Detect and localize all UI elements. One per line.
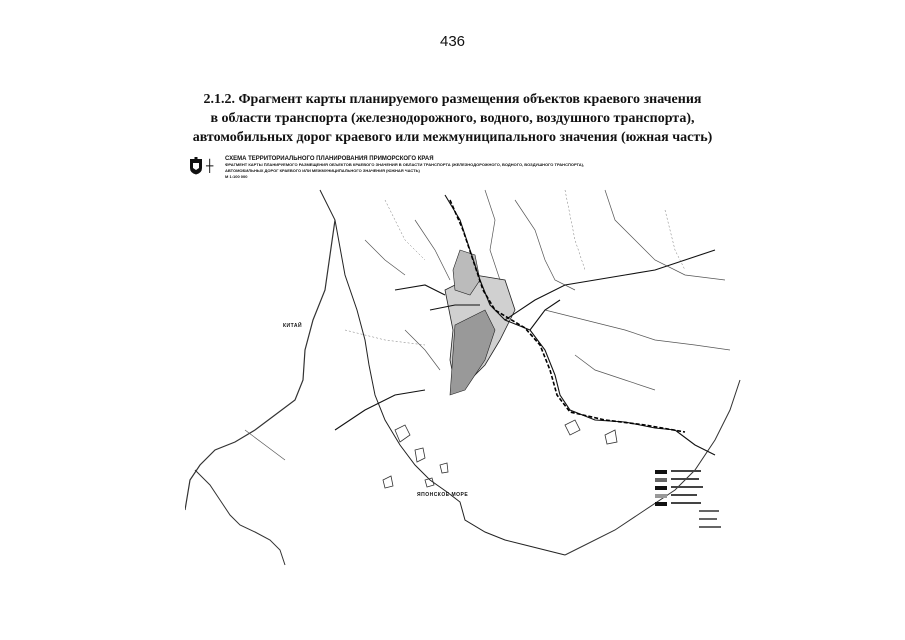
coastline: [320, 190, 565, 555]
map-header-line-2: ФРАГМЕНТ КАРТЫ ПЛАНИРУЕМОГО РАЗМЕЩЕНИЯ ОБЪЕКТОВ КРАЕВОГО ЗНАЧЕНИЯ В ОБЛАСТИ ТРАНСПОРТА (ЖЕЛЕЗНОДОРОЖНОГО, ВОДНОГО, ВОЗДУШНОГО ТРАНСПОРТА),: [225, 162, 585, 167]
islands: [383, 420, 617, 488]
state-border: [185, 220, 335, 510]
map-scale: М 1:100 000: [225, 174, 248, 179]
map-header: [189, 156, 649, 180]
south-coast: [195, 470, 285, 565]
label-sea-of-japan: ЯПОНСКОЕ МОРЕ: [417, 492, 469, 498]
map-header-line-3: АВТОМОБИЛЬНЫХ ДОРОГ КРАЕВОГО ИЛИ МЕЖМУНИЦИПАЛЬНОГО ЗНАЧЕНИЯ (ЮЖНАЯ ЧАСТЬ): [225, 168, 420, 173]
map-header-text: [225, 156, 584, 180]
label-china: КИТАЙ: [283, 323, 303, 329]
admin-boundaries: [345, 190, 685, 345]
figure-title: [150, 90, 755, 147]
title-line-2: в области транспорта (железнодорожного, водного, воздушного транспорта),: [210, 111, 695, 126]
roads: [335, 195, 715, 455]
map-legend: [655, 470, 725, 550]
title-line-1: 2.1.2. Фрагмент карты планируемого размещения объектов краевого значения: [203, 92, 702, 107]
north-cross-icon: ┼: [206, 159, 214, 173]
title-line-3: автомобильных дорог краевого или межмуниципального значения (южная часть): [192, 130, 713, 145]
page-number: 436: [439, 33, 466, 50]
map-header-line-1: СХЕМА ТЕРРИТОРИАЛЬНОГО ПЛАНИРОВАНИЯ ПРИМОРСКОГО КРАЯ: [225, 156, 434, 162]
coat-of-arms-icon: [189, 157, 203, 175]
